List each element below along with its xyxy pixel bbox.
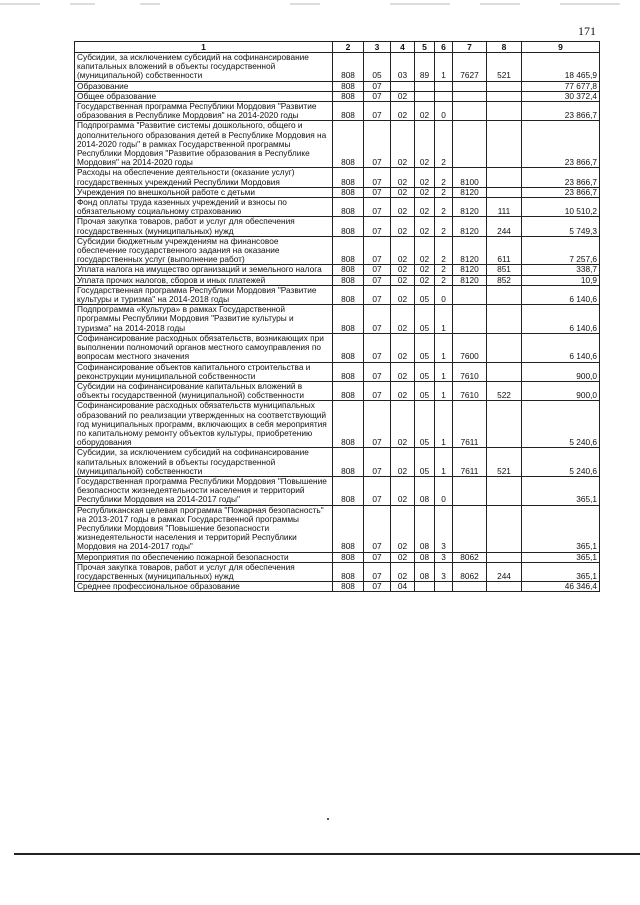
expense-type-cell	[487, 401, 522, 448]
subprogram-code-cell: 2	[435, 275, 453, 285]
direction-code-cell: 7610	[453, 362, 487, 381]
table-row	[75, 582, 600, 592]
expense-type-cell	[487, 102, 522, 121]
subprogram-code-cell: 0	[435, 285, 453, 304]
ministry-code-cell: 808	[333, 362, 364, 381]
direction-code-cell	[453, 121, 487, 168]
ministry-code-cell: 808	[333, 53, 364, 82]
row-name-cell: Подпрограмма "Развитие системы дошкольного, общего и дополнительного образования детей в Республике Мордовия на 2014-2020 годы" в рамках Государственной программы Республики Мордовия "Развитие образования в Республике Мордовия" на 2014-2020 годы	[75, 121, 333, 168]
amount-cell: 7 257,6	[522, 236, 600, 265]
ministry-code-cell: 808	[333, 505, 364, 552]
amount-cell: 365,1	[522, 552, 600, 562]
subprogram-code-cell: 3	[435, 552, 453, 562]
amount-cell: 6 140,6	[522, 333, 600, 362]
table-row	[75, 285, 600, 304]
table-body	[75, 53, 600, 592]
amount-cell: 900,0	[522, 381, 600, 400]
section-code-cell: 07	[364, 265, 391, 275]
program-code-cell: 02	[415, 275, 435, 285]
table-row	[75, 401, 600, 448]
subprogram-code-cell	[435, 91, 453, 101]
amount-cell: 23 866,7	[522, 102, 600, 121]
column-header: 7	[453, 42, 487, 53]
program-code-cell: 05	[415, 305, 435, 334]
section-code-cell: 07	[364, 362, 391, 381]
program-code-cell: 08	[415, 552, 435, 562]
expense-type-cell: 522	[487, 381, 522, 400]
expense-type-cell: 521	[487, 448, 522, 477]
table-row	[75, 333, 600, 362]
subsection-code-cell: 02	[391, 562, 415, 581]
amount-cell: 46 346,4	[522, 582, 600, 592]
section-code-cell: 07	[364, 582, 391, 592]
column-header-row	[75, 42, 600, 53]
row-name-cell: Софинансирование объектов капитального строительства и реконструкции муниципальной собственности	[75, 362, 333, 381]
program-code-cell	[415, 81, 435, 91]
ministry-code-cell: 808	[333, 448, 364, 477]
subprogram-code-cell: 2	[435, 121, 453, 168]
expense-type-cell: 111	[487, 198, 522, 217]
direction-code-cell: 8120	[453, 265, 487, 275]
ministry-code-cell: 808	[333, 91, 364, 101]
row-name-cell: Государственная программа Республики Мордовия "Развитие культуры и туризма" на 2014-2018 годы	[75, 285, 333, 304]
amount-cell: 10,9	[522, 275, 600, 285]
table-row	[75, 562, 600, 581]
expense-type-cell	[487, 505, 522, 552]
scan-top-edge	[0, 0, 640, 8]
row-name-cell: Субсидии на софинансирование капитальных вложений в объекты государственной (муниципальной) собственности	[75, 381, 333, 400]
subprogram-code-cell: 1	[435, 401, 453, 448]
column-header: 5	[415, 42, 435, 53]
ministry-code-cell: 808	[333, 236, 364, 265]
program-code-cell: 02	[415, 168, 435, 187]
ministry-code-cell: 808	[333, 81, 364, 91]
page-number: 171	[578, 24, 596, 38]
section-code-cell: 07	[364, 91, 391, 101]
expense-type-cell	[487, 121, 522, 168]
section-code-cell: 07	[364, 401, 391, 448]
table-row	[75, 187, 600, 197]
table-row	[75, 168, 600, 187]
direction-code-cell: 7611	[453, 448, 487, 477]
row-name-cell: Учреждения по внешкольной работе с детьми	[75, 187, 333, 197]
row-name-cell: Общее образование	[75, 91, 333, 101]
scan-speck	[327, 818, 329, 820]
expense-type-cell	[487, 81, 522, 91]
direction-code-cell	[453, 81, 487, 91]
subprogram-code-cell: 2	[435, 187, 453, 197]
table-row	[75, 81, 600, 91]
table-row	[75, 198, 600, 217]
subsection-code-cell: 02	[391, 362, 415, 381]
column-header: 3	[364, 42, 391, 53]
row-name-cell: Уплата налога на имущество организаций и земельного налога	[75, 265, 333, 275]
direction-code-cell: 7610	[453, 381, 487, 400]
subprogram-code-cell: 2	[435, 217, 453, 236]
expense-type-cell: 244	[487, 217, 522, 236]
direction-code-cell	[453, 582, 487, 592]
subprogram-code-cell: 1	[435, 448, 453, 477]
subsection-code-cell: 02	[391, 401, 415, 448]
table-row	[75, 448, 600, 477]
amount-cell: 365,1	[522, 476, 600, 505]
table-row	[75, 217, 600, 236]
subsection-code-cell: 02	[391, 102, 415, 121]
program-code-cell: 08	[415, 476, 435, 505]
expense-type-cell	[487, 476, 522, 505]
row-name-cell: Уплата прочих налогов, сборов и иных платежей	[75, 275, 333, 285]
section-code-cell: 07	[364, 198, 391, 217]
ministry-code-cell: 808	[333, 187, 364, 197]
direction-code-cell	[453, 305, 487, 334]
program-code-cell: 05	[415, 285, 435, 304]
expense-type-cell	[487, 305, 522, 334]
program-code-cell: 89	[415, 53, 435, 82]
section-code-cell: 07	[364, 476, 391, 505]
expense-type-cell: 521	[487, 53, 522, 82]
amount-cell: 23 866,7	[522, 187, 600, 197]
ministry-code-cell: 808	[333, 265, 364, 275]
program-code-cell: 02	[415, 236, 435, 265]
column-header: 6	[435, 42, 453, 53]
ministry-code-cell: 808	[333, 401, 364, 448]
direction-code-cell: 8120	[453, 187, 487, 197]
ministry-code-cell: 808	[333, 381, 364, 400]
subsection-code-cell: 02	[391, 91, 415, 101]
ministry-code-cell: 808	[333, 305, 364, 334]
section-code-cell: 05	[364, 53, 391, 82]
direction-code-cell: 7627	[453, 53, 487, 82]
direction-code-cell: 7600	[453, 333, 487, 362]
subsection-code-cell: 02	[391, 505, 415, 552]
budget-table	[74, 41, 600, 592]
column-header: 2	[333, 42, 364, 53]
subsection-code-cell: 02	[391, 448, 415, 477]
amount-cell: 18 465,9	[522, 53, 600, 82]
program-code-cell	[415, 582, 435, 592]
direction-code-cell: 8120	[453, 198, 487, 217]
row-name-cell: Образование	[75, 81, 333, 91]
table-row	[75, 121, 600, 168]
section-code-cell: 07	[364, 275, 391, 285]
section-code-cell: 07	[364, 505, 391, 552]
subsection-code-cell: 02	[391, 476, 415, 505]
expense-type-cell	[487, 552, 522, 562]
amount-cell: 23 866,7	[522, 168, 600, 187]
section-code-cell: 07	[364, 236, 391, 265]
ministry-code-cell: 808	[333, 562, 364, 581]
ministry-code-cell: 808	[333, 285, 364, 304]
subprogram-code-cell: 1	[435, 362, 453, 381]
table-row	[75, 91, 600, 101]
ministry-code-cell: 808	[333, 552, 364, 562]
amount-cell: 77 677,8	[522, 81, 600, 91]
amount-cell: 5 749,3	[522, 217, 600, 236]
subsection-code-cell: 02	[391, 381, 415, 400]
bottom-rule	[14, 853, 640, 855]
row-name-cell: Субсидии, за исключением субсидий на софинансирование капитальных вложений в объекты государственной (муниципальной) собственности	[75, 53, 333, 82]
direction-code-cell	[453, 285, 487, 304]
program-code-cell: 05	[415, 401, 435, 448]
row-name-cell: Фонд оплаты труда казенных учреждений и взносы по обязательному социальному страхованию	[75, 198, 333, 217]
row-name-cell: Государственная программа Республики Мордовия "Повышение безопасности жизнедеятельности населения и территорий Республики Мордовия на 2014-2017 годы"	[75, 476, 333, 505]
expense-type-cell	[487, 362, 522, 381]
expense-type-cell: 851	[487, 265, 522, 275]
subsection-code-cell: 02	[391, 217, 415, 236]
section-code-cell: 07	[364, 102, 391, 121]
amount-cell: 6 140,6	[522, 305, 600, 334]
expense-type-cell	[487, 333, 522, 362]
section-code-cell: 07	[364, 448, 391, 477]
table-row	[75, 265, 600, 275]
subprogram-code-cell: 2	[435, 236, 453, 265]
ministry-code-cell: 808	[333, 476, 364, 505]
direction-code-cell: 8062	[453, 552, 487, 562]
subprogram-code-cell: 1	[435, 333, 453, 362]
program-code-cell: 05	[415, 448, 435, 477]
subprogram-code-cell: 3	[435, 562, 453, 581]
subsection-code-cell: 04	[391, 582, 415, 592]
table-row	[75, 505, 600, 552]
section-code-cell: 07	[364, 381, 391, 400]
expense-type-cell	[487, 582, 522, 592]
subprogram-code-cell	[435, 81, 453, 91]
subsection-code-cell: 02	[391, 198, 415, 217]
ministry-code-cell: 808	[333, 168, 364, 187]
program-code-cell: 02	[415, 265, 435, 275]
subsection-code-cell: 02	[391, 236, 415, 265]
expense-type-cell: 852	[487, 275, 522, 285]
subprogram-code-cell: 0	[435, 476, 453, 505]
ministry-code-cell: 808	[333, 275, 364, 285]
row-name-cell: Софинансирование расходных обязательств, возникающих при выполнении полномочий органов местного самоуправления по вопросам местного значения	[75, 333, 333, 362]
expense-type-cell: 244	[487, 562, 522, 581]
subprogram-code-cell: 1	[435, 53, 453, 82]
ministry-code-cell: 808	[333, 217, 364, 236]
amount-cell: 338,7	[522, 265, 600, 275]
program-code-cell: 08	[415, 505, 435, 552]
section-code-cell: 07	[364, 81, 391, 91]
subprogram-code-cell: 1	[435, 305, 453, 334]
row-name-cell: Среднее профессиональное образование	[75, 582, 333, 592]
amount-cell: 10 510,2	[522, 198, 600, 217]
amount-cell: 5 240,6	[522, 448, 600, 477]
expense-type-cell	[487, 91, 522, 101]
program-code-cell: 05	[415, 381, 435, 400]
program-code-cell: 02	[415, 121, 435, 168]
direction-code-cell: 8120	[453, 217, 487, 236]
ministry-code-cell: 808	[333, 582, 364, 592]
subsection-code-cell: 02	[391, 187, 415, 197]
row-name-cell: Прочая закупка товаров, работ и услуг для обеспечения государственных (муниципальных) нужд	[75, 562, 333, 581]
program-code-cell: 05	[415, 362, 435, 381]
row-name-cell: Государственная программа Республики Мордовия "Развитие образования в Республике Мордовия" на 2014-2020 годы	[75, 102, 333, 121]
row-name-cell: Софинансирование расходных обязательств муниципальных образований по реализации утвержденных на соответствующий год муниципальных программ, включающих в себя мероприятия по капитальному ремонту объектов культуры, приобретению оборудования	[75, 401, 333, 448]
subsection-code-cell: 02	[391, 285, 415, 304]
ministry-code-cell: 808	[333, 333, 364, 362]
direction-code-cell: 8120	[453, 236, 487, 265]
subsection-code-cell	[391, 81, 415, 91]
subprogram-code-cell: 2	[435, 168, 453, 187]
subprogram-code-cell: 2	[435, 265, 453, 275]
section-code-cell: 07	[364, 217, 391, 236]
amount-cell: 23 866,7	[522, 121, 600, 168]
amount-cell: 365,1	[522, 505, 600, 552]
direction-code-cell	[453, 102, 487, 121]
row-name-cell: Республиканская целевая программа "Пожарная безопасность" на 2013-2017 годы в рамках Государственной программы Республики Мордовия "Повышение безопасности жизнедеятельности населения и территорий Республики Мордовия на 2014-2017 годы"	[75, 505, 333, 552]
table-row	[75, 275, 600, 285]
subsection-code-cell: 03	[391, 53, 415, 82]
section-code-cell: 07	[364, 121, 391, 168]
row-name-cell: Подпрограмма «Культура» в рамках Государственной программы Республики Мордовия "Развитие культуры и туризма" на 2014-2018 годы	[75, 305, 333, 334]
direction-code-cell: 7611	[453, 401, 487, 448]
program-code-cell: 02	[415, 102, 435, 121]
subsection-code-cell: 02	[391, 305, 415, 334]
subsection-code-cell: 02	[391, 552, 415, 562]
table-row	[75, 552, 600, 562]
table-row	[75, 476, 600, 505]
subsection-code-cell: 02	[391, 265, 415, 275]
amount-cell: 365,1	[522, 562, 600, 581]
subprogram-code-cell	[435, 582, 453, 592]
program-code-cell	[415, 91, 435, 101]
section-code-cell: 07	[364, 168, 391, 187]
column-header: 1	[75, 42, 333, 53]
row-name-cell: Расходы на обеспечение деятельности (оказание услуг) государственных учреждений Республики Мордовия	[75, 168, 333, 187]
expense-type-cell	[487, 187, 522, 197]
amount-cell: 6 140,6	[522, 285, 600, 304]
row-name-cell: Субсидии, за исключением субсидий на софинансирование капитальных вложений в объекты государственной (муниципальной) собственности	[75, 448, 333, 477]
direction-code-cell	[453, 476, 487, 505]
program-code-cell: 02	[415, 217, 435, 236]
direction-code-cell	[453, 91, 487, 101]
program-code-cell: 02	[415, 198, 435, 217]
subprogram-code-cell: 3	[435, 505, 453, 552]
subprogram-code-cell: 0	[435, 102, 453, 121]
program-code-cell: 02	[415, 187, 435, 197]
direction-code-cell: 8100	[453, 168, 487, 187]
table-row	[75, 305, 600, 334]
direction-code-cell: 8120	[453, 275, 487, 285]
subsection-code-cell: 02	[391, 121, 415, 168]
expense-type-cell: 611	[487, 236, 522, 265]
ministry-code-cell: 808	[333, 121, 364, 168]
amount-cell: 900,0	[522, 362, 600, 381]
expense-type-cell	[487, 285, 522, 304]
ministry-code-cell: 808	[333, 198, 364, 217]
table-row	[75, 53, 600, 82]
section-code-cell: 07	[364, 285, 391, 304]
column-header: 8	[487, 42, 522, 53]
section-code-cell: 07	[364, 333, 391, 362]
table-row	[75, 236, 600, 265]
section-code-cell: 07	[364, 552, 391, 562]
subsection-code-cell: 02	[391, 275, 415, 285]
column-header: 9	[522, 42, 600, 53]
section-code-cell: 07	[364, 562, 391, 581]
table-row	[75, 102, 600, 121]
direction-code-cell: 8062	[453, 562, 487, 581]
row-name-cell: Мероприятия по обеспечению пожарной безопасности	[75, 552, 333, 562]
ministry-code-cell: 808	[333, 102, 364, 121]
program-code-cell: 05	[415, 333, 435, 362]
row-name-cell: Субсидии бюджетным учреждениям на финансовое обеспечение государственного задания на оказание государственных услуг (выполнение работ)	[75, 236, 333, 265]
row-name-cell: Прочая закупка товаров, работ и услуг для обеспечения государственных (муниципальных) нужд	[75, 217, 333, 236]
subprogram-code-cell: 1	[435, 381, 453, 400]
amount-cell: 5 240,6	[522, 401, 600, 448]
direction-code-cell	[453, 505, 487, 552]
subsection-code-cell: 02	[391, 168, 415, 187]
section-code-cell: 07	[364, 305, 391, 334]
section-code-cell: 07	[364, 187, 391, 197]
expense-type-cell	[487, 168, 522, 187]
table-row	[75, 381, 600, 400]
subsection-code-cell: 02	[391, 333, 415, 362]
amount-cell: 30 372,4	[522, 91, 600, 101]
column-header: 4	[391, 42, 415, 53]
subprogram-code-cell: 2	[435, 198, 453, 217]
table-row	[75, 362, 600, 381]
program-code-cell: 08	[415, 562, 435, 581]
